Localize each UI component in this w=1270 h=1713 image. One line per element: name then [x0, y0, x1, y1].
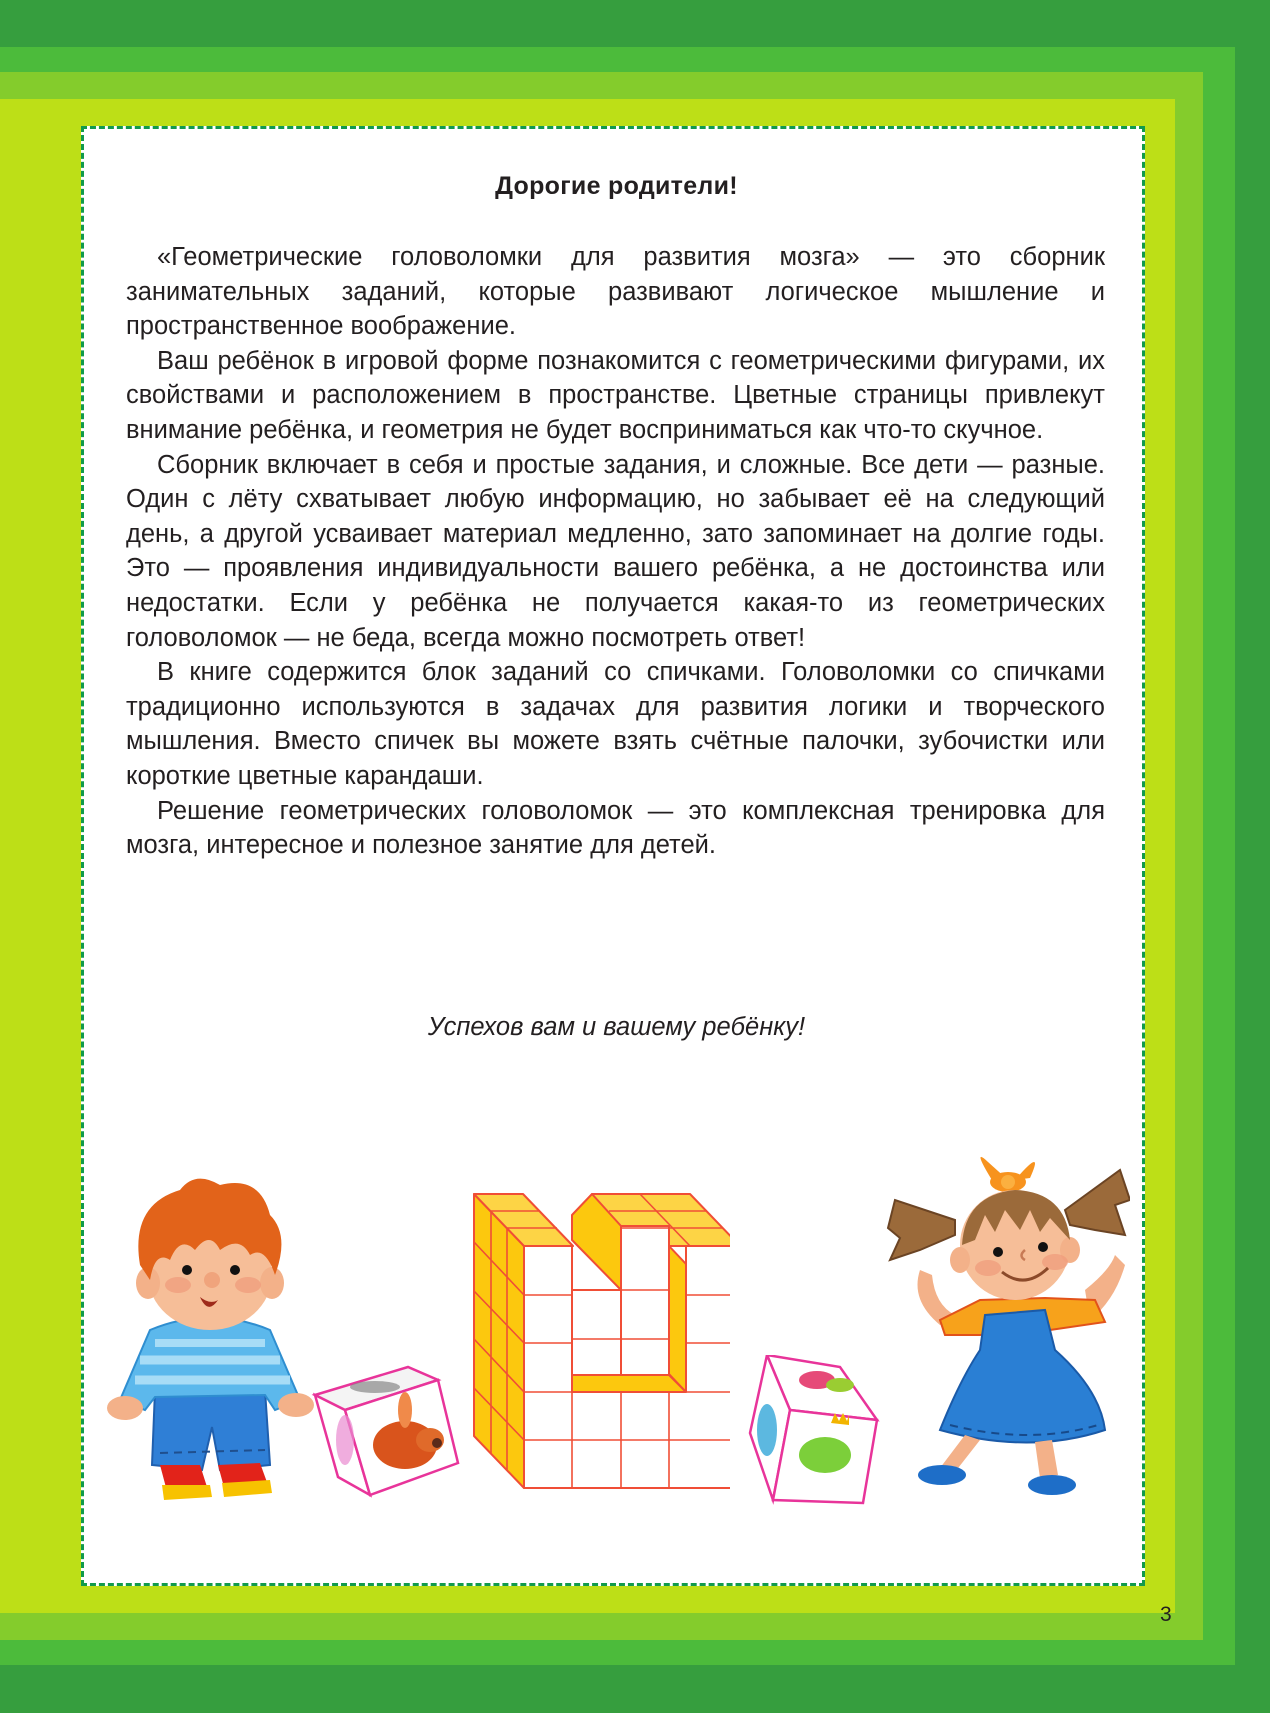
- paragraph: Ваш ребёнок в игровой форме познакомится с геометрическими фигурами, их свойствами и расположением в пространстве. Цветные страницы привлекут внимание ребёнка, и геометрия не будет восприниматься как что-то скучное.: [126, 346, 1105, 444]
- paragraph: Решение геометрических головоломок — это комплексная тренировка для мозга, интересное и полезное занятие для детей.: [126, 796, 1105, 860]
- paragraph: «Геометрические головоломки для развития мозга» — это сборник занимательных заданий, которые развивают логическое мышление и пространственное воображение.: [126, 243, 1105, 341]
- toy-cube-dog-illustration: [310, 1365, 460, 1500]
- body-text: [126, 240, 1105, 863]
- page-number: 3: [1160, 1603, 1172, 1626]
- girl-illustration: [880, 1150, 1130, 1500]
- cube-block-structure: [460, 1180, 730, 1500]
- paragraph: Сборник включает в себя и простые задания, и сложные. Все дети — разные. Один с лёту схватывает любую информацию, но забывает её на следующий день, а другой усваивает материал медленно, зато запоминает на долгие годы. Это — проявления индивидуальности вашего ребёнка, а не достоинства или недостатки. Если у ребёнка не получается какая-то из геометрических головоломок — не беда, всегда можно посмотреть ответ!: [126, 450, 1105, 652]
- toy-cube-frog-illustration: [745, 1355, 885, 1505]
- page-title: Дорогие родители!: [495, 172, 738, 200]
- boy-illustration: [100, 1165, 330, 1505]
- closing-wish: Успехов вам и вашему ребёнку!: [427, 1013, 806, 1041]
- paragraph: В книге содержится блок заданий со спичками. Головоломки со спичками традиционно используются в задачах для развития логики и творческого мышления. Вместо спичек вы можете взять счётные палочки, зубочистки или короткие цветные карандаши.: [126, 658, 1105, 790]
